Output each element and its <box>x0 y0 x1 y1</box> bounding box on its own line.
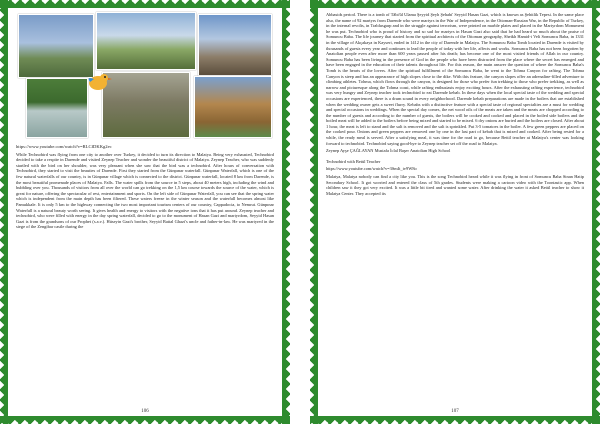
body-text-2: Malatya, Malatya nobody can find a city like you. This is the song Technobird heard while it was flying in front of Somuncu Baba Sinan Hatip Secondary School. It got worried and entered the class of 5th grades. Students were making a cartoon video with the Toontastic app. When children saw it they got very excited. It was a little bit tired and wanted some water. After drinking the water it asked Betül teacher to show it Malatya Center. They accepted its <box>326 174 584 196</box>
page-border-top <box>0 0 290 8</box>
left-page-content <box>16 12 274 408</box>
right-page <box>310 0 600 424</box>
page-number: 106 <box>141 409 149 414</box>
page-border-right <box>592 0 600 424</box>
body-text: Abbasids period. There is a tomb of Tâbi'ûl Ulama Şeyyid Şeyh Şehabi' Seyyid Hasan Gazi, which is known as Şehitlik Tepesi. In the same place also, the name of 92 martyrs from Darende who were martyrs in the War of Independence, in the Ottoman-Russian War, in the Republic of Turkey, in the internal revolts, in Trablusgarp and in the struggle against terrorism, were printed on marble plates and placed in the Martyrdom Monument he was put. Technobird who is proud of history and so sad for martyrs in Hasan Gazi also said that he had heard so much about the praise of Somuncu Baba. The life journey that started from the spiritual architects of the Ottoman geography, Sheikh Hamid-i Veli Somuncu Baba, in 1331 in the village of Akçakaya in Kayseri, ended in 1412 in the city of Darende in Malatya. The Somuncu Baba Tomb located in Darende is visited by thousands of guests every year and continues to lead the people of today with her life, affects and works. Somuncu Baba has not been forgotten by Anatolian people even after more than 600 years passed after his death; has become one of the most visited friends of Allah in our country. Somuncu Baba has been living in the presence of God in the people who have been distracted from the place where the secret has emerged and have been engaged in the education of their talents throughout life. For this reason, the main answer the question of where the Somuncu Baba's Tomb is the hearts of the lovers. After the spiritual fulfillment of the Somuncu Baba, he went to the Tohma Canyon for rafting. The Tohma Canyon is steep and has an appearance of high slopes close to the dike. With this feature, the canyon slopes offer an adrenaline-filled adventure to climbing athletes. Tohma, which flows through the canyon, is designed for those who prefer fun trekking to those who prefer trekking, as well as narrow and picturesque along the Tohma coast, while rafting enthusiasts enjoy exciting hours. After the exhausting rafting experience, technobird was very hungry and Zeynep teacher took technobird to eat Darende kebab. In these days when the local special taste of the wedding and special occasions are experienced, there is a drum sound in every neighborhood. Darende kebab preparations are made in the boilers that are established when the wedding owner gets a sweet flurry. Kebabs with a distinctive feature with a special taste of regional specialties are a must for wedding and special occasions in weddings. When the special day comes, the net wood oils of the meats are taken and the meats are chopped according to the number of guests and according to the number of guests, the boilers will be cooked and cooked and placed in the boiled side boilers and the boiled meat will be added to the boilers before being mixed and started to be mixed. 6 dry onions are buried and the boilers are closed. After about 1 hour, the meat is left to stand and the salt is removed and the salt is sprinkled. Put 3-5 tomatoes in the boiler. A few green peppers are placed on the cooked pour. Onions and green peppers are removed one by one in the last part of kebab that is mixed and cooked. After being rested for a while, the ready meal is served. After a satisfying meal, it was time for the road to go, because Bettil teacher at Malatya's center was looking forward to technobird. Technobird saying good-bye to Zeynep teacher set off the road to Malatya. <box>326 12 584 146</box>
body-text: While Technobird was flying from one city to another over Turkey, it decided to turn its direction to Malatya. Being very exhausted, Technobird decided to take a respite in Darende and visited Zeynep Teacher and wonder the beautiful district of Malatya. Zeynep Teacher, who was suddenly startled with the bird on her shoulder, was very pleasant when she saw that the bird was a technobird. After hours of conversation with Technobird, they started to visit the beauties of Darende. First they started from the Günpınar waterfall. Günpınar Waterfall, which is one of the few natural waterfalls of our country, is in Günpınar village which is connected to the district. Günpınar waterfall, located 8 km from Darende, is the most beautiful promenade places of Malatya. Falls. The water spills from the source in 5 steps, about 40 meters high, including the wind and bubbling over you. Thousands of visitors from all over the world can go trekking on the 1,5 km course towards the source of the water, which is great for nature, offering the spectacular of rest, entertainment and sports. On the left side of Günpınar Waterfall, you can see that the spring water which is independent from the main depth has been filtered. These waters freeze in the winter season and the waterfall becomes almost like Pamukkale. It is only 5 km to the highway connecting the two most important tourism centers of our country, Cappadocia, to Nemrut. Günpınar Waterfall is a natural beauty worth seeing. It gives health and energy to visitors with the negative ions that it has put around. Zeynep teacher and technobird, who were filled with energy in the day spring waterfall, decided to go to the monument of Hasan Gazi and martyrdom, Seyyid Hasan Gazi is from the grandsons of our Prophet (s.a.v.). Hüseyin Gazi's brother, Seyyid Battal Ghazi's uncle and father-in-law. He was martyred in the siege of the Zengibar castle during the <box>16 151 274 230</box>
photo-canyon <box>194 76 272 138</box>
photo-monument <box>18 14 94 78</box>
photo-mosque <box>198 14 272 76</box>
video-link[interactable]: https://www.youtube.com/watch?v=RLCfDKKg2ec <box>16 144 112 149</box>
author-signature: Zeynep Ayşe ÇAĞLAYAN Mustafa İclal Başer Anatolian High School <box>326 148 451 154</box>
page-number: 107 <box>451 409 459 414</box>
page-border-top <box>310 0 600 8</box>
section-title: Technobird with Betül Teacher <box>326 158 381 164</box>
page-border-bottom <box>0 416 290 424</box>
photo-landscape <box>96 12 196 70</box>
page-border-left <box>310 0 318 424</box>
photo-waterfall <box>26 78 88 138</box>
left-page <box>0 0 290 424</box>
video-link[interactable]: https://www.youtube.com/watch?v=3SmIt_iv9W8o <box>326 166 417 172</box>
right-page-content <box>326 12 584 408</box>
page-border-left <box>0 0 8 424</box>
photo-tomb <box>102 72 190 138</box>
page-border-bottom <box>310 416 600 424</box>
technobird-illustration <box>84 70 112 94</box>
photo-collage <box>18 12 272 140</box>
page-border-right <box>282 0 290 424</box>
